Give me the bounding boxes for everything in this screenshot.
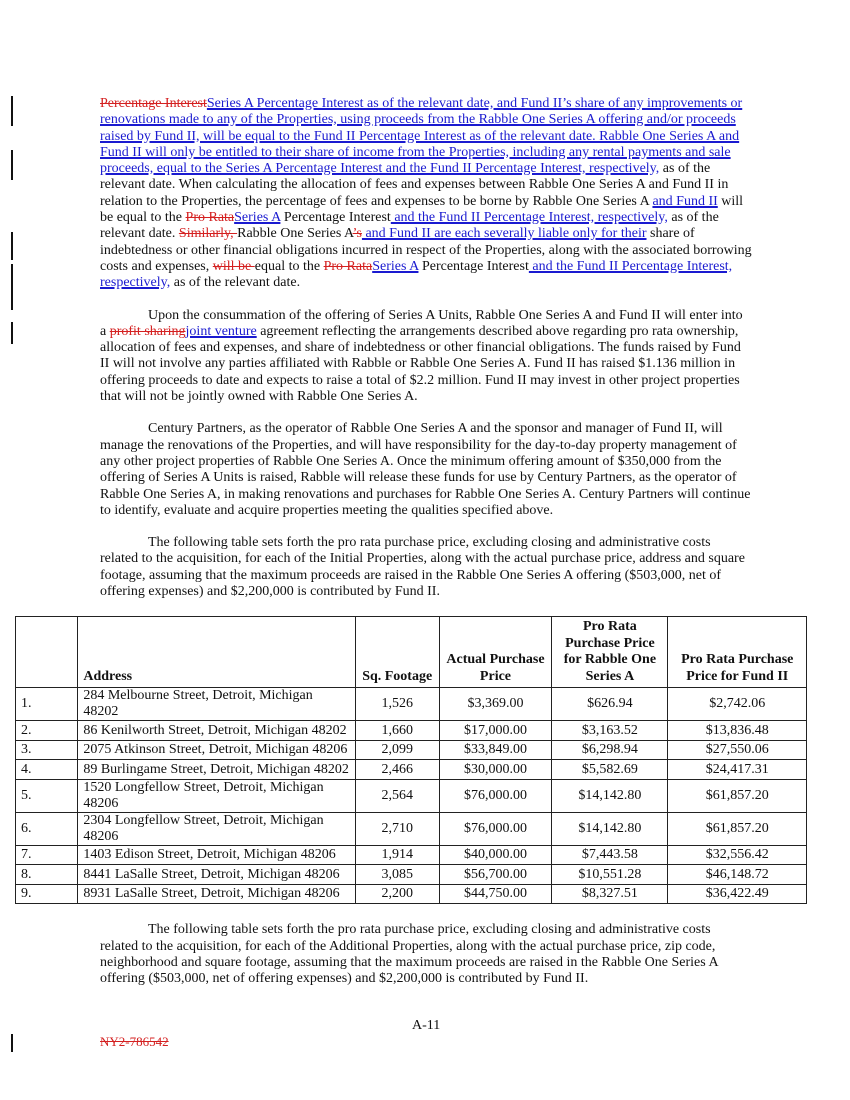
table-cell: 2,564 <box>355 779 439 812</box>
table-cell: 1,526 <box>355 688 439 721</box>
table-row <box>16 779 807 812</box>
table-cell: $30,000.00 <box>439 760 552 780</box>
table-cell: $10,551.28 <box>552 865 668 885</box>
table-cell: 86 Kenilworth Street, Detroit, Michigan 48202 <box>78 721 355 741</box>
table-cell: $46,148.72 <box>668 865 807 885</box>
table-cell: $626.94 <box>552 688 668 721</box>
deleted-text: Percentage Interest <box>100 96 207 111</box>
text-run: share of indebtedness or other financial obligations incurred in respect of the Properties, along with the associated borrowing costs and expenses, <box>100 226 752 274</box>
table-row <box>16 760 807 780</box>
table-cell: $61,857.20 <box>668 779 807 812</box>
initial-properties-table <box>15 616 807 904</box>
table-cell: 89 Burlingame Street, Detroit, Michigan 48202 <box>78 760 355 780</box>
table-cell: $7,443.58 <box>552 845 668 865</box>
text-run: Upon the consummation of the offering of Series A Units, Rabble One Series A and Fund II will enter into a <box>100 307 743 339</box>
table-row <box>16 865 807 885</box>
document-body <box>21 96 794 1004</box>
text-run: Percentage Interest <box>280 210 391 226</box>
text-run: Percentage Interest <box>418 258 529 274</box>
change-bar <box>11 264 13 310</box>
table-cell: $5,582.69 <box>552 760 668 780</box>
text-run: will be equal to the <box>100 193 744 226</box>
table-cell: $14,142.80 <box>552 812 668 845</box>
table-cell: $17,000.00 <box>439 721 552 741</box>
table-cell: $44,750.00 <box>439 884 552 904</box>
column-header: Pro Rata Purchase Price for Fund II <box>668 617 807 688</box>
table-cell: $14,142.80 <box>552 779 668 812</box>
table-cell: $24,417.31 <box>668 760 807 780</box>
table-cell: $2,742.06 <box>668 688 807 721</box>
inserted-text: and the Fund II Percentage Interest, respectively, <box>390 210 668 226</box>
table-row <box>16 721 807 741</box>
table-cell: $40,000.00 <box>439 845 552 865</box>
table-cell: 1,660 <box>355 721 439 741</box>
footer-doc-id: NY2-786542 <box>100 1034 169 1049</box>
paragraph-redline-percentage-interest <box>100 96 752 292</box>
paragraph-century-partners: Century Partners, as the operator of Rabble One Series A and the sponsor and manager of Fund II, will manage the renovations of the Properties, and will have responsibility for the day-to-day property management of any other project properties of Rabble One Series A. Once the minimum offering amount of $350,000 from the offering of Series A Units is raised, Rabble will release these funds for use by Century Partners, as the operator of Rabble One Series A, in making renovations and purchases for Rabble One Series A. Century Partners will continue to identify, evaluate and acquire properties meeting the qualities specified above. <box>100 421 751 518</box>
change-bar <box>11 232 13 260</box>
table-cell: $33,849.00 <box>439 740 552 760</box>
table-cell: 1,914 <box>355 845 439 865</box>
paragraph-initial-properties-intro: The following table sets forth the pro rata purchase price, excluding closing and administrative costs related to the acquisition, for each of the Initial Properties, along with the actual purchase price, address and square footage, assuming that the maximum proceeds are raised in the Rabble One Series A offering ($503,000, net of offering expenses) and $2,200,000 is contributed by Fund II. <box>100 535 745 600</box>
paragraph-additional-properties-intro: The following table sets forth the pro rata purchase price, excluding closing and administrative costs related to the acquisition, for each of the Additional Properties, along with the actual purchase price, zip code, neighborhood and square footage, assuming that the maximum proceeds are raised in the Rabble One Series A offering ($503,000, net of offering expenses) and $2,200,000 is contributed by Fund II. <box>100 922 718 987</box>
inserted-text: and Fund II <box>652 193 718 209</box>
table-cell: 2. <box>16 721 78 741</box>
table-cell: $56,700.00 <box>439 865 552 885</box>
table-cell: $61,857.20 <box>668 812 807 845</box>
text-run: equal to the <box>254 258 324 274</box>
table-cell: 3. <box>16 740 78 760</box>
table-cell: $76,000.00 <box>439 812 552 845</box>
table-cell: $76,000.00 <box>439 779 552 812</box>
table-row <box>16 688 807 721</box>
deleted-text: ’s <box>352 226 362 242</box>
page-number: A-11 <box>412 1018 441 1033</box>
table-cell: 2,200 <box>355 884 439 904</box>
deleted-text: Similarly, <box>178 226 238 242</box>
table-cell: 3,085 <box>355 865 439 885</box>
table-cell: 284 Melbourne Street, Detroit, Michigan 48202 <box>78 688 355 721</box>
column-header: Sq. Footage <box>355 617 439 688</box>
table-cell: 2,710 <box>355 812 439 845</box>
table-cell: 2,466 <box>355 760 439 780</box>
column-header: Address <box>78 617 355 688</box>
table-cell: 2304 Longfellow Street, Detroit, Michigan 48206 <box>78 812 355 845</box>
text-run: as of the relevant date. When calculating the allocation of fees and expenses between Rabble One Series A and Fund II in relation to the Properties, the percentage of fees and expenses to be borne by Rabble One Series A <box>100 161 729 209</box>
column-header <box>16 617 78 688</box>
table-cell: 8931 LaSalle Street, Detroit, Michigan 48206 <box>78 884 355 904</box>
text-run: agreement reflecting the arrangements described above regarding pro rata ownership, allocation of fees and expenses, and share of indebtedness or other financial obligations. The funds raised by Fund II will not involve any parties affiliated with Rabble or Rabble One Series A. Fund II has raised $1.136 million in offering proceeds to date and expects to raise a total of $2.2 million. Fund II may invest in other project properties that will not be jointly owned with Rabble One Series A. <box>100 323 741 405</box>
deleted-text: profit sharing <box>109 323 186 339</box>
table-row <box>16 884 807 904</box>
table-cell: 2075 Atkinson Street, Detroit, Michigan 48206 <box>78 740 355 760</box>
deleted-text: Pro Rata <box>323 258 373 274</box>
text-run: as of the relevant date. <box>170 275 301 291</box>
inserted-text: and Fund II are each severally liable only for their <box>361 226 647 242</box>
inserted-text: Series A <box>234 210 281 226</box>
table-cell: $3,369.00 <box>439 688 552 721</box>
table-cell: 8. <box>16 865 78 885</box>
table-cell: $32,556.42 <box>668 845 807 865</box>
deleted-text: will be <box>212 258 255 274</box>
table-cell: $6,298.94 <box>552 740 668 760</box>
text-run: Rabble One Series A <box>237 226 353 242</box>
table-cell: 1403 Edison Street, Detroit, Michigan 48206 <box>78 845 355 865</box>
table-cell: 8441 LaSalle Street, Detroit, Michigan 48206 <box>78 865 355 885</box>
table-cell: 5. <box>16 779 78 812</box>
table-cell: $27,550.06 <box>668 740 807 760</box>
inserted-text: Series A <box>372 258 419 274</box>
table-header-row <box>16 617 807 688</box>
deleted-text: Pro Rata <box>185 210 235 226</box>
table-cell: $8,327.51 <box>552 884 668 904</box>
table-cell: $36,422.49 <box>668 884 807 904</box>
inserted-text: joint venture <box>185 323 257 339</box>
change-bar <box>11 1034 13 1052</box>
table-row <box>16 845 807 865</box>
table-row <box>16 812 807 845</box>
table-cell: 4. <box>16 760 78 780</box>
column-header: Pro Rata Purchase Price for Rabble One Series A <box>552 617 668 688</box>
table-cell: 2,099 <box>355 740 439 760</box>
column-header: Actual Purchase Price <box>439 617 552 688</box>
table-cell: 7. <box>16 845 78 865</box>
table-row <box>16 740 807 760</box>
paragraph-joint-venture <box>100 308 752 406</box>
table-cell: 1. <box>16 688 78 721</box>
table-cell: 1520 Longfellow Street, Detroit, Michigan 48206 <box>78 779 355 812</box>
text-run: as of the relevant date. <box>100 210 719 242</box>
table-cell: 6. <box>16 812 78 845</box>
inserted-text: Series A Percentage Interest as of the relevant date, and Fund II’s share of any improvements or renovations made to any of the Properties, using proceeds from the Rabble One Series A offering and/or proceeds raised by Fund II, will be equal to the Fund II Percentage Interest as of the relevant date. Rabble One Series A and Fund II will only be entitled to their share of income from the Properties, including any rental payments and sale proceeds, equal to the Series A Percentage Interest and the Fund II Percentage Interest, respectively, <box>100 96 743 177</box>
inserted-text: and the Fund II Percentage Interest, respectively, <box>100 258 733 291</box>
change-bar <box>11 96 13 126</box>
change-bar <box>11 150 13 180</box>
table-cell: $3,163.52 <box>552 721 668 741</box>
table-cell: 9. <box>16 884 78 904</box>
change-bar <box>11 322 13 344</box>
table-cell: $13,836.48 <box>668 721 807 741</box>
